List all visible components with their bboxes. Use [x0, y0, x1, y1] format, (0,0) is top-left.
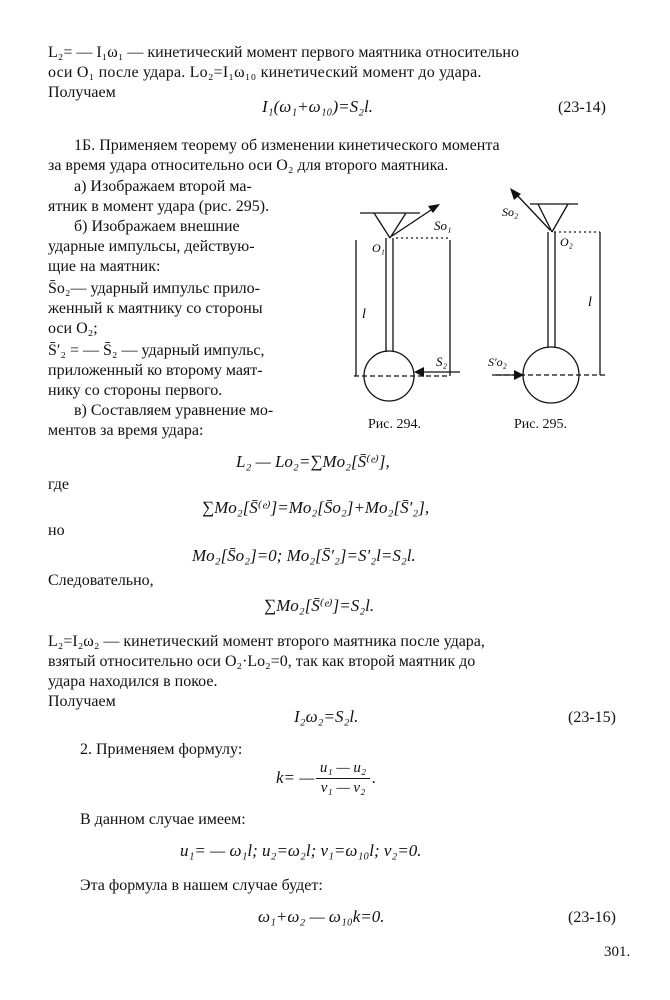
page-number: 301. [604, 944, 631, 960]
paragraph-line: удара находился в покое. [48, 673, 218, 690]
figure-295 [488, 172, 618, 404]
paragraph-line: оси O₁ после удара. Lo₂=I₁ω₁₀ кинетический момент до удара. [48, 64, 482, 81]
paragraph-line: S̄′₂ = — S̄₂ — ударный импульс, [48, 342, 265, 359]
equation-sum-split: ∑Mo₂[S̄⁽ᵉ⁾]=Mo₂[S̄o₂]+Mo₂[S̄′₂], [202, 498, 430, 517]
arrow-head-icon [428, 204, 440, 213]
figure-294 [340, 180, 480, 402]
paragraph-line: а) Изображаем второй ма- [74, 178, 252, 195]
arrow-head-icon [514, 370, 524, 380]
paragraph-line: ударные импульсы, действую- [48, 238, 255, 255]
paragraph-line: щие на маятник: [48, 258, 161, 275]
equation-k-end: . [372, 768, 377, 787]
paragraph-line: Получаем [48, 693, 116, 710]
paragraph-line: ятник в момент удара (рис. 295). [48, 198, 270, 215]
paragraph-line: S̄o₂— ударный импульс прило- [48, 280, 260, 297]
equation-k-lhs: k= — [276, 768, 315, 787]
equation-moments: L₂ — Lo₂=∑Mo₂[S̄⁽ᵉ⁾], [236, 452, 390, 471]
fraction-bar [316, 778, 370, 779]
paragraph-line: но [48, 522, 65, 539]
paragraph-line: за время удара относительно оси O₂ для второго маятника. [48, 157, 449, 174]
paragraph-line: где [48, 476, 70, 493]
paragraph-line: Получаем [48, 84, 116, 101]
paragraph-line: 2. Применяем формулу: [80, 741, 243, 758]
paragraph-line: L₂=I₂ω₂ — кинетический момент второго маятника после удара, [48, 633, 485, 650]
equation-values: u₁= — ω₁l; u₂=ω₂l; v₁=ω₁₀l; v₂=0. [180, 841, 422, 860]
figure-294-caption: Рис. 294. [368, 417, 421, 432]
label-l: l [362, 307, 366, 322]
paragraph-line: Следовательно, [48, 572, 154, 589]
paragraph-line: В данном случае имеем: [80, 811, 246, 828]
equation-sum-result: ∑Mo₂[S̄⁽ᵉ⁾]=S₂l. [264, 596, 375, 615]
equation-23-16: ω₁+ω₂ — ω₁₀k=0. [258, 907, 385, 926]
label-s2: S₂ [436, 354, 448, 369]
label-so1: So₁ [434, 218, 452, 233]
paragraph-line: приложенный ко второму маят- [48, 362, 263, 379]
label-o1: O₁ [372, 241, 385, 255]
equation-number: (23-15) [568, 709, 616, 726]
label-so2: So₂ [502, 205, 519, 219]
paragraph-line: L₂= — I₁ω₁ — кинетический момент первого маятника относительно [48, 44, 519, 61]
paragraph-line: б) Изображаем внешние [74, 218, 240, 235]
fraction-denominator: v₁ — v₂ [320, 780, 366, 796]
paragraph-line: женный к маятнику со стороны [48, 300, 263, 317]
label-l: l [588, 295, 592, 310]
equation-number: (23-16) [568, 909, 616, 926]
equation-23-15: I₂ω₂=S₂l. [294, 707, 359, 726]
label-o2: O₂ [560, 235, 573, 249]
equation-23-14: I₁(ω₁+ω₁₀)=S₂l. [262, 97, 373, 116]
paragraph-line: ментов за время удара: [48, 422, 204, 439]
fraction-numerator: u₁ — u₂ [319, 760, 367, 776]
equation-zero: Mo₂[S̄o₂]=0; Mo₂[S̄′₂]=S′₂l=S₂l. [192, 546, 416, 565]
paragraph-line: нику со стороны первого. [48, 382, 223, 399]
paragraph-line: Эта формула в нашем случае будет: [80, 877, 323, 894]
paragraph-line: в) Составляем уравнение мо- [74, 402, 274, 419]
paragraph-line: взятый относительно оси O₂·Lo₂=0, так как второй маятник до [48, 653, 476, 670]
label-s-prime-o2: S′o₂ [488, 355, 507, 369]
paragraph-line: 1Б. Применяем теорему об изменении кинетического момента [74, 137, 500, 154]
equation-number: (23-14) [558, 99, 606, 116]
paragraph-line: оси O₂; [48, 320, 98, 337]
figure-295-caption: Рис. 295. [514, 417, 567, 432]
